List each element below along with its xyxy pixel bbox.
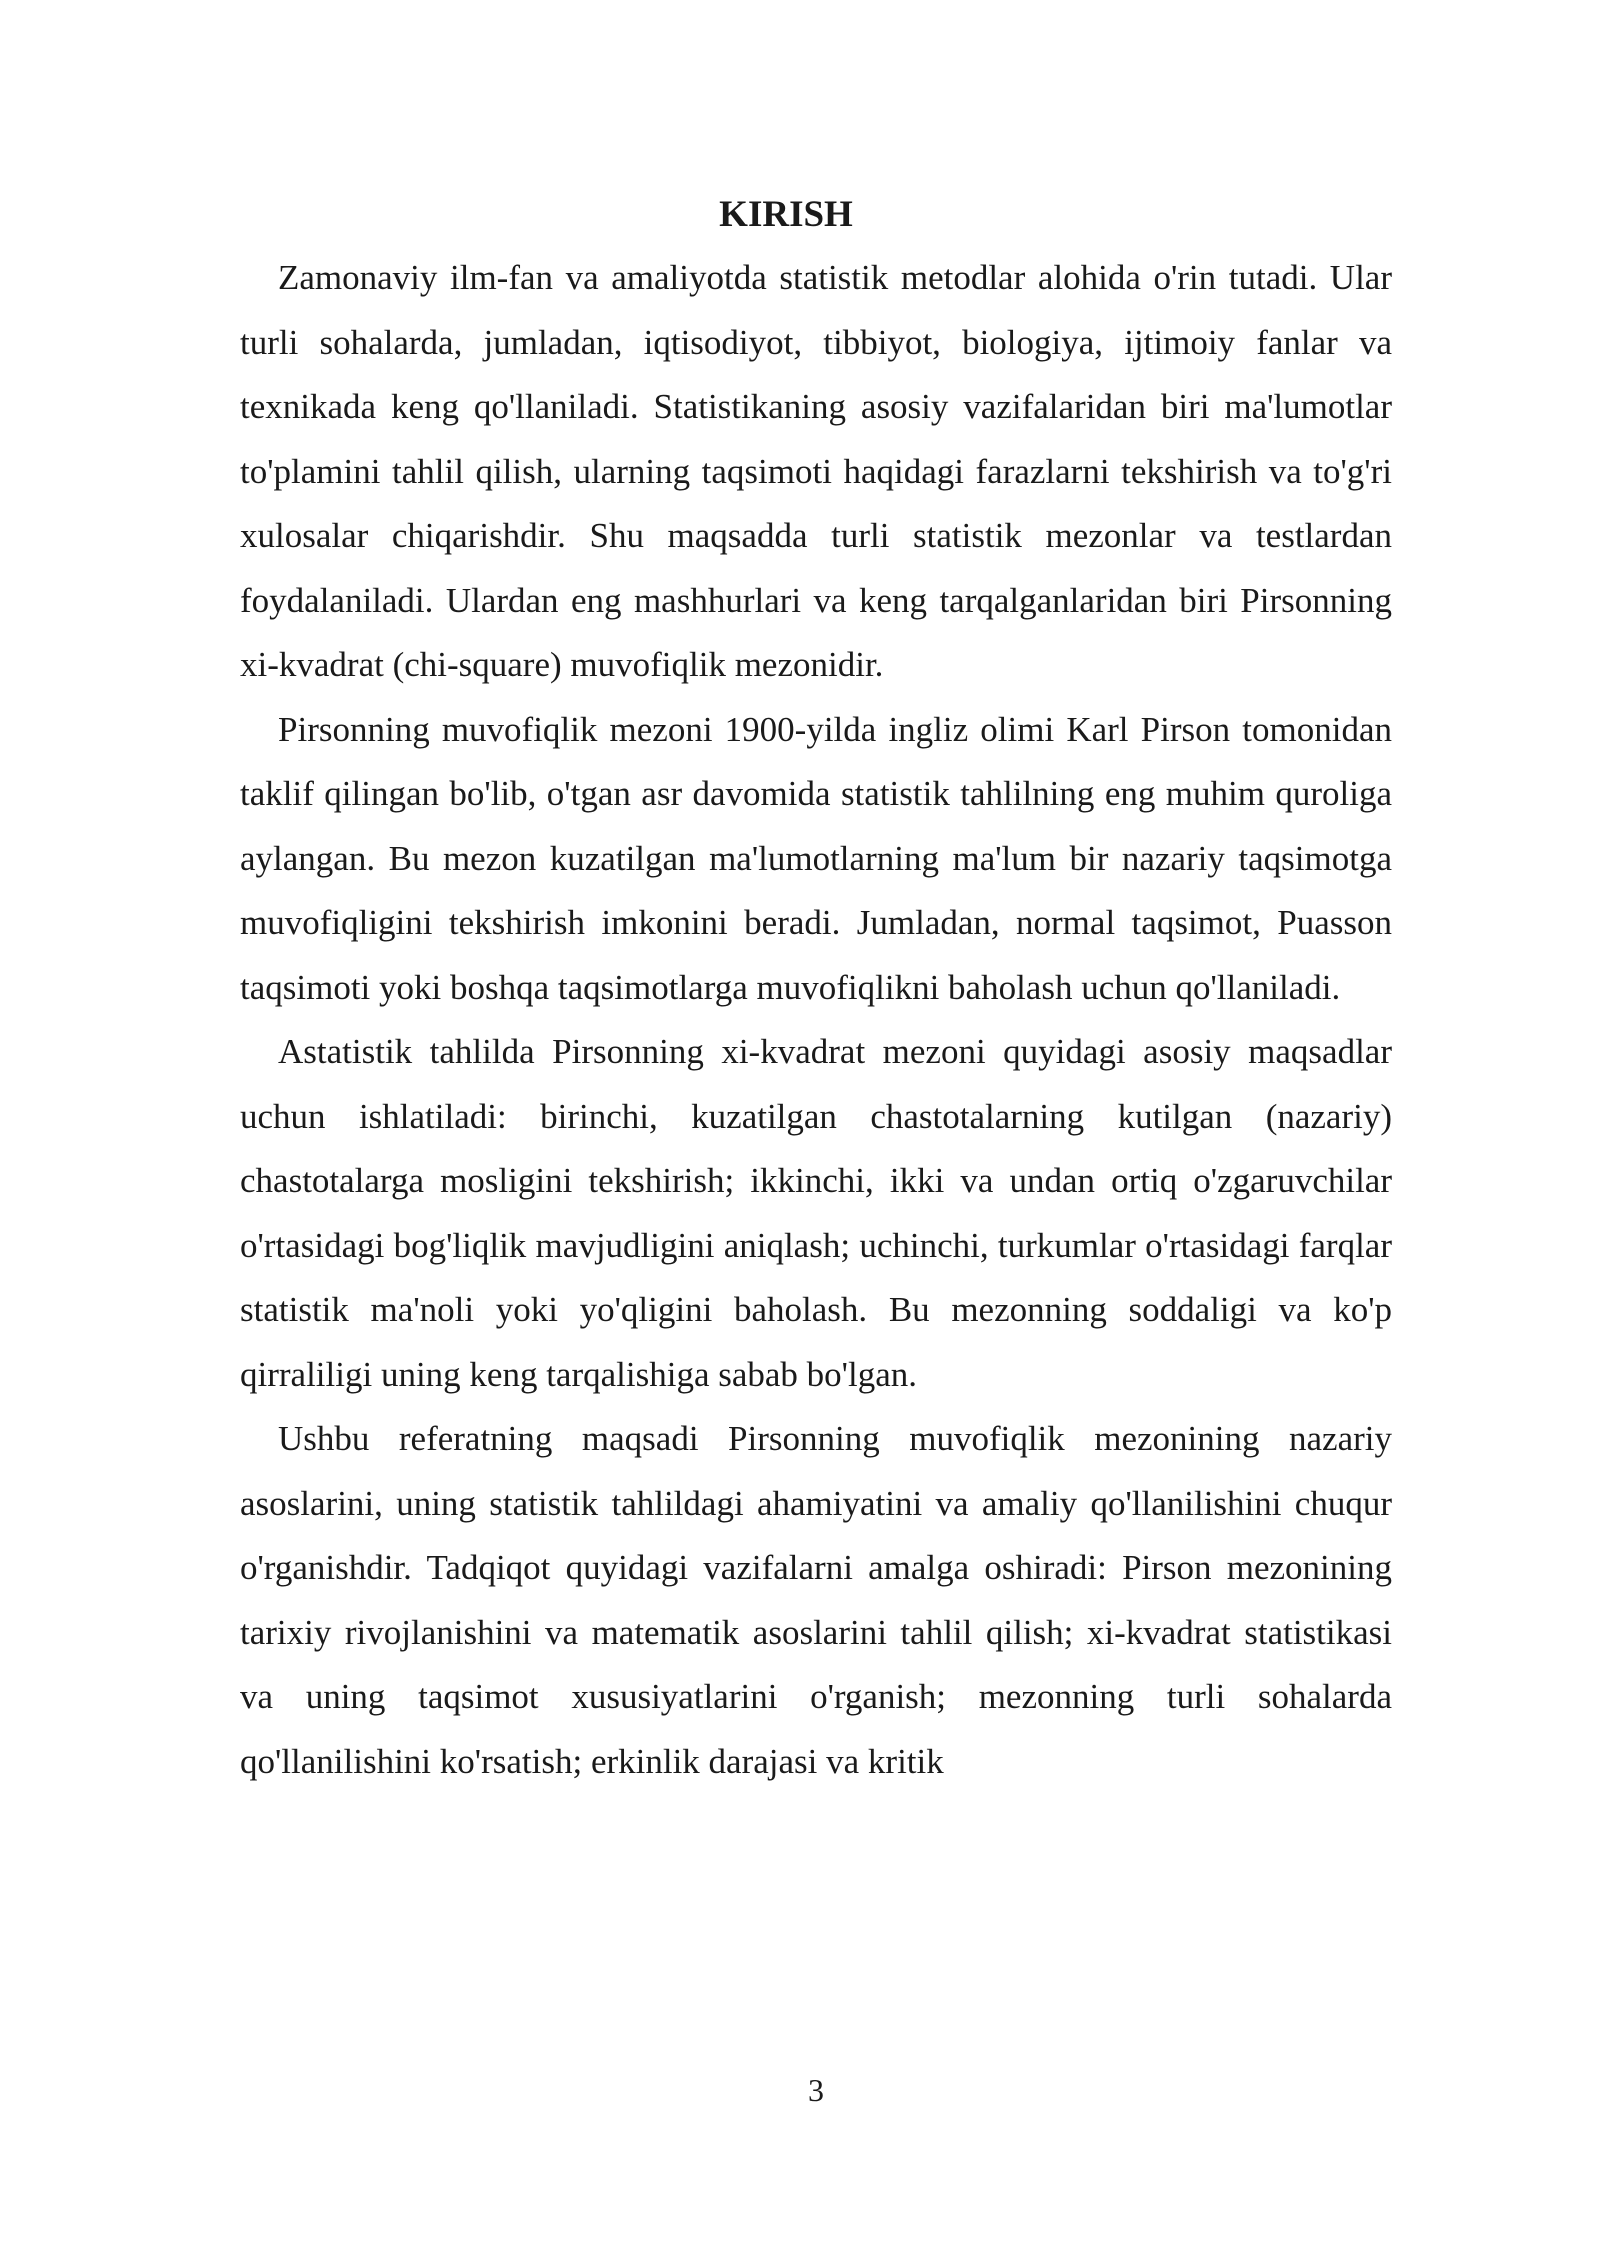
paragraph-history: Pirsonning muvofiqlik mezoni 1900-yilda ingliz olimi Karl Pirson tomonidan taklif qilingan bo'lib, o'tgan asr davomida statistik tahlilning eng muhim quroliga aylangan. Bu mezon kuzatilgan ma'lumotlarning ma'lum bir nazariy taqsimotga muvofiqligini tekshirish imkonini beradi. Jumladan, normal taqsimot, Puasson taqsimoti yoki boshqa taqsimotlarga muvofiqlikni baholash uchun qo'llaniladi. <box>240 709 1392 1007</box>
paragraph-goals: Ushbu referatning maqsadi Pirsonning muvofiqlik mezonining nazariy asoslarini, uning statistik tahlildagi ahamiyatini va amaliy qo'llanilishini chuqur o'rganishdir. Tadqiqot quyidagi vazifalarni amalga oshiradi: Pirson mezonining tarixiy rivojlanishini va matematik asoslarini tahlil qilish; xi-kvadrat statistikasi va uning taqsimot xususiyatlarini o'rganish; mezonning turli sohalarda qo'llanilishini ko'rsatish; erkinlik darajasi va kritik <box>240 1419 1392 1781</box>
page-number: 3 <box>808 2072 824 2108</box>
body-text <box>240 246 1392 1794</box>
paragraph-purposes: Astatistik tahlilda Pirsonning xi-kvadrat mezoni quyidagi asosiy maqsadlar uchun ishlatiladi: birinchi, kuzatilgan chastotalarning kutilgan (nazariy) chastotalarga mosligini tekshirish; ikkinchi, ikki va undan ortiq o'zgaruvchilar o'rtasidagi bog'liqlik mavjudligini aniqlash; uchinchi, turkumlar o'rtasidagi farqlar statistik ma'noli yoki yo'qligini baholash. Bu mezonning soddaligi va ko'p qirraliligi uning keng tarqalishiga sabab bo'lgan. <box>240 1032 1392 1394</box>
section-title: KIRISH <box>719 194 853 235</box>
paragraph-intro: Zamonaviy ilm-fan va amaliyotda statistik metodlar alohida o'rin tutadi. Ular turli sohalarda, jumladan, iqtisodiyot, tibbiyot, biologiya, ijtimoiy fanlar va texnikada keng qo'llaniladi. Statistikaning asosiy vazifalaridan biri ma'lumotlar to'plamini tahlil qilish, ularning taqsimoti haqidagi farazlarni tekshirish va to'g'ri xulosalar chiqarishdir. Shu maqsadda turli statistik mezonlar va testlardan foydalaniladi. Ulardan eng mashhurlari va keng tarqalganlaridan biri Pirsonning xi-kvadrat (chi-square) muvofiqlik mezonidir. <box>240 258 1392 684</box>
